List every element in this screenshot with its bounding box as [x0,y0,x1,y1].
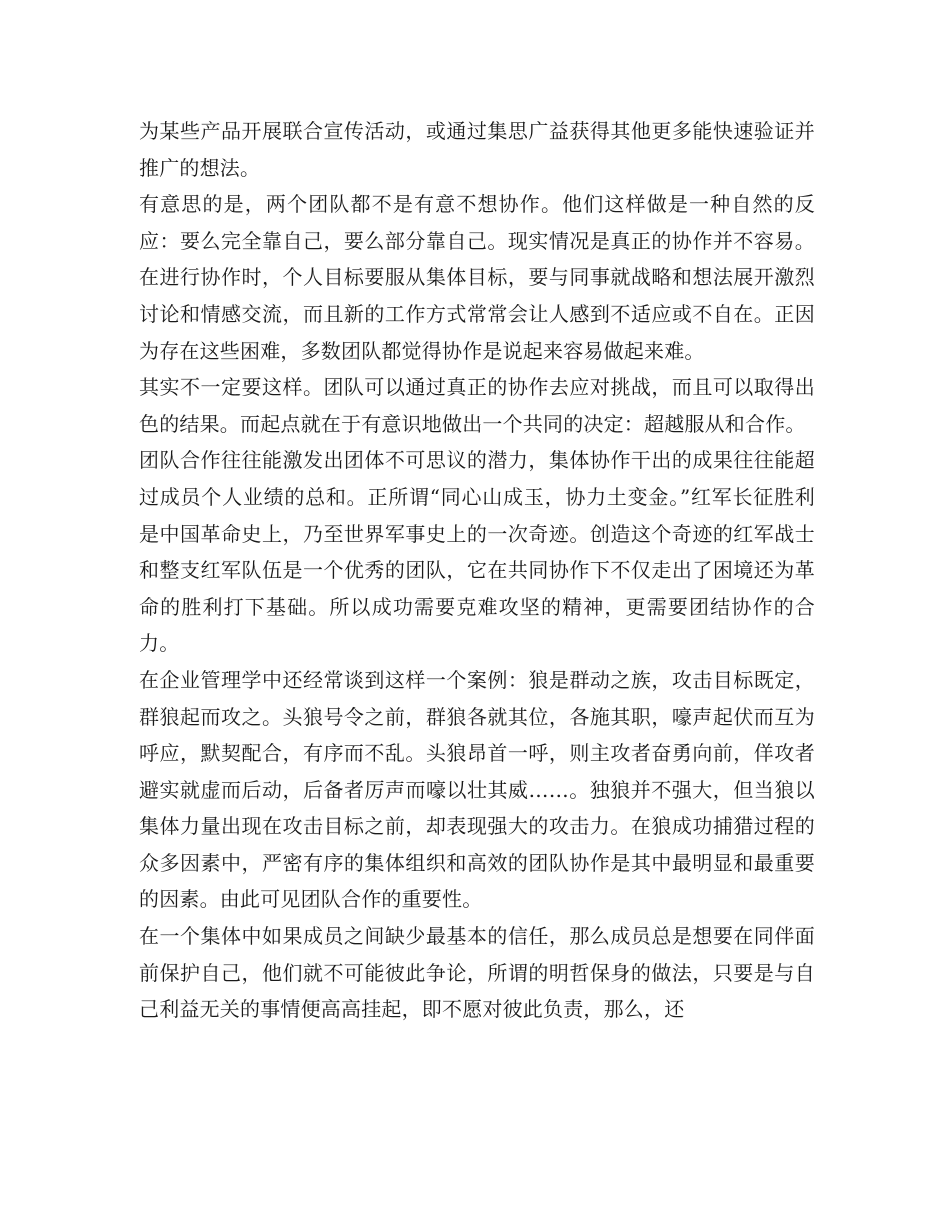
paragraph-collaboration-difficulty: 有意思的是，两个团队都不是有意不想协作。他们这样做是一种自然的反应：要么完全靠自己，要么部分靠自己。现实情况是真正的协作并不容易。在进行协作时，个人目标要服从集体目标，要与同事就战略和想法展开激烈讨论和情感交流，而且新的工作方式常常会让人感到不适应或不自在。正因为存在这些困难，多数团队都觉得协作是说起来容易做起来难。 [139,192,815,363]
paragraph-trust: 在一个集体中如果成员之间缺少最基本的信任，那么成员总是想要在同伴面前保护自己，他们就不可能彼此争论，所谓的明哲保身的做法，只要是与自己利益无关的事情便高高挂起，即不愿对彼此负责，那么，还 [139,924,815,1022]
paragraph-red-army-example: 团队合作往往能激发出团体不可思议的潜力，集体协作干出的成果往往能超过成员个人业绩的总和。正所谓“同心山成玉，协力土变金。”红军长征胜利是中国革命史上，乃至世界军事史上的一次奇迹。创造这个奇迹的红军战士和整支红军队伍是一个优秀的团队，它在共同协作下不仅走出了困境还为革命的胜利打下基础。所以成功需要克难攻坚的精神，更需要团结协作的合力。 [139,448,815,656]
paragraph-wolf-pack-case: 在企业管理学中还经常谈到这样一个案例：狼是群动之族，攻击目标既定，群狼起而攻之。头狼号令之前，群狼各就其位，各施其职，嚎声起伏而互为呼应，默契配合，有序而不乱。头狼昂首一呼，则主攻者奋勇向前，佯攻者避实就虚而后动，后备者厉声而嚎以壮其威……。独狼并不强大，但当狼以集体力量出现在攻击目标之前，却表现强大的攻击力。在狼成功捕猎过程的众多因素中，严密有序的集体组织和高效的团队协作是其中最明显和最重要的因素。由此可见团队合作的重要性。 [139,667,815,912]
paragraph-joint-promotion: 为某些产品开展联合宣传活动，或通过集思广益获得其他更多能快速验证并推广的想法。 [139,119,815,180]
document-body [139,113,815,1028]
paragraph-beyond-cooperation: 其实不一定要这样。团队可以通过真正的协作去应对挑战，而且可以取得出色的结果。而起点就在于有意识地做出一个共同的决定：超越服从和合作。 [139,375,815,436]
